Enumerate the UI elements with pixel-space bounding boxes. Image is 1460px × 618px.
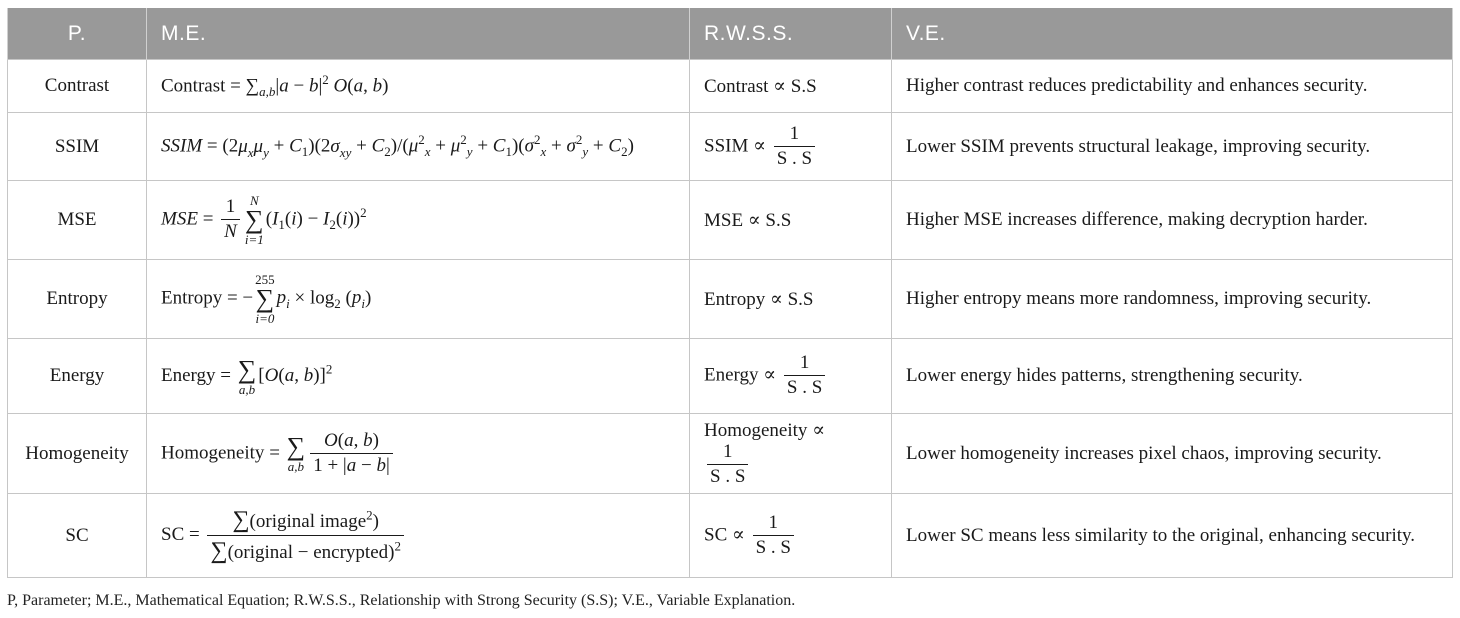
header-parameter: P. (8, 8, 147, 60)
table-row (8, 494, 1453, 578)
table-row (8, 414, 1453, 494)
relationship-cell: SC ∝ $\frac{1}{S . S}$ (690, 494, 892, 578)
header-row (8, 8, 1453, 60)
metrics-table (7, 8, 1453, 578)
equation-cell: MSE = $\frac{1}{N}$ N ∑ i=1 $(I_1(i) - I_2(i))^2$ (147, 181, 690, 260)
relationship-cell: Energy ∝ $\frac{1}{S . S}$ (690, 339, 892, 414)
relationship-cell: Entropy ∝ S.S (690, 260, 892, 339)
explanation-cell: Lower SSIM prevents structural leakage, improving security. (892, 113, 1453, 181)
relationship-cell: Homogeneity ∝ $\frac{1}{S . S}$ (690, 414, 892, 494)
header-relationship: R.W.S.S. (690, 8, 892, 60)
table-row (8, 113, 1453, 181)
equation-cell: Contrast = $\sum_{a,b}|a - b|^2$ O(a, b) (147, 60, 690, 113)
equation-cell: Energy = ∑ a,b [O(a, b)]$^2$ (147, 339, 690, 414)
explanation-cell: Higher MSE increases difference, making decryption harder. (892, 181, 1453, 260)
equation-cell: SSIM = $(2\mu_x\mu_y + C_1)(2\sigma_{xy} + C_2)/(\mu^2_x + \mu^2_y + C_1)(\sigma^2_x + \sigma^2_y + C_2)$ (147, 113, 690, 181)
explanation-cell: Lower homogeneity increases pixel chaos, improving security. (892, 414, 1453, 494)
param-cell: Energy (8, 339, 147, 414)
table-row (8, 60, 1453, 113)
param-cell: SC (8, 494, 147, 578)
param-cell: SSIM (8, 113, 147, 181)
param-cell: Entropy (8, 260, 147, 339)
header-explanation: V.E. (892, 8, 1453, 60)
table-footnote: P, Parameter; M.E., Mathematical Equation; R.W.S.S., Relationship with Strong Security (S.S); V.E., Variable Explanation. (7, 592, 796, 609)
explanation-cell: Higher entropy means more randomness, improving security. (892, 260, 1453, 339)
relationship-cell: SSIM ∝ $\frac{1}{S . S}$ (690, 113, 892, 181)
explanation-cell: Lower energy hides patterns, strengthening security. (892, 339, 1453, 414)
explanation-cell: Lower SC means less similarity to the original, enhancing security. (892, 494, 1453, 578)
relationship-cell: MSE ∝ S.S (690, 181, 892, 260)
table-row (8, 260, 1453, 339)
equation-cell: Homogeneity = ∑ a,b $\frac{O(a, b)}{1 + |a - b|}$ (147, 414, 690, 494)
header-equation: M.E. (147, 8, 690, 60)
equation-cell: Entropy = − 255 ∑ i=0 $p_i \times \log_2 (p_i)$ (147, 260, 690, 339)
table-row (8, 339, 1453, 414)
param-cell: Contrast (8, 60, 147, 113)
table-row (8, 181, 1453, 260)
relationship-cell: Contrast ∝ S.S (690, 60, 892, 113)
equation-cell: SC = $\frac{\sum(original image^2)}{\sum(original - encrypted)^2}$ (147, 494, 690, 578)
explanation-cell: Higher contrast reduces predictability and enhances security. (892, 60, 1453, 113)
param-cell: Homogeneity (8, 414, 147, 494)
param-cell: MSE (8, 181, 147, 260)
